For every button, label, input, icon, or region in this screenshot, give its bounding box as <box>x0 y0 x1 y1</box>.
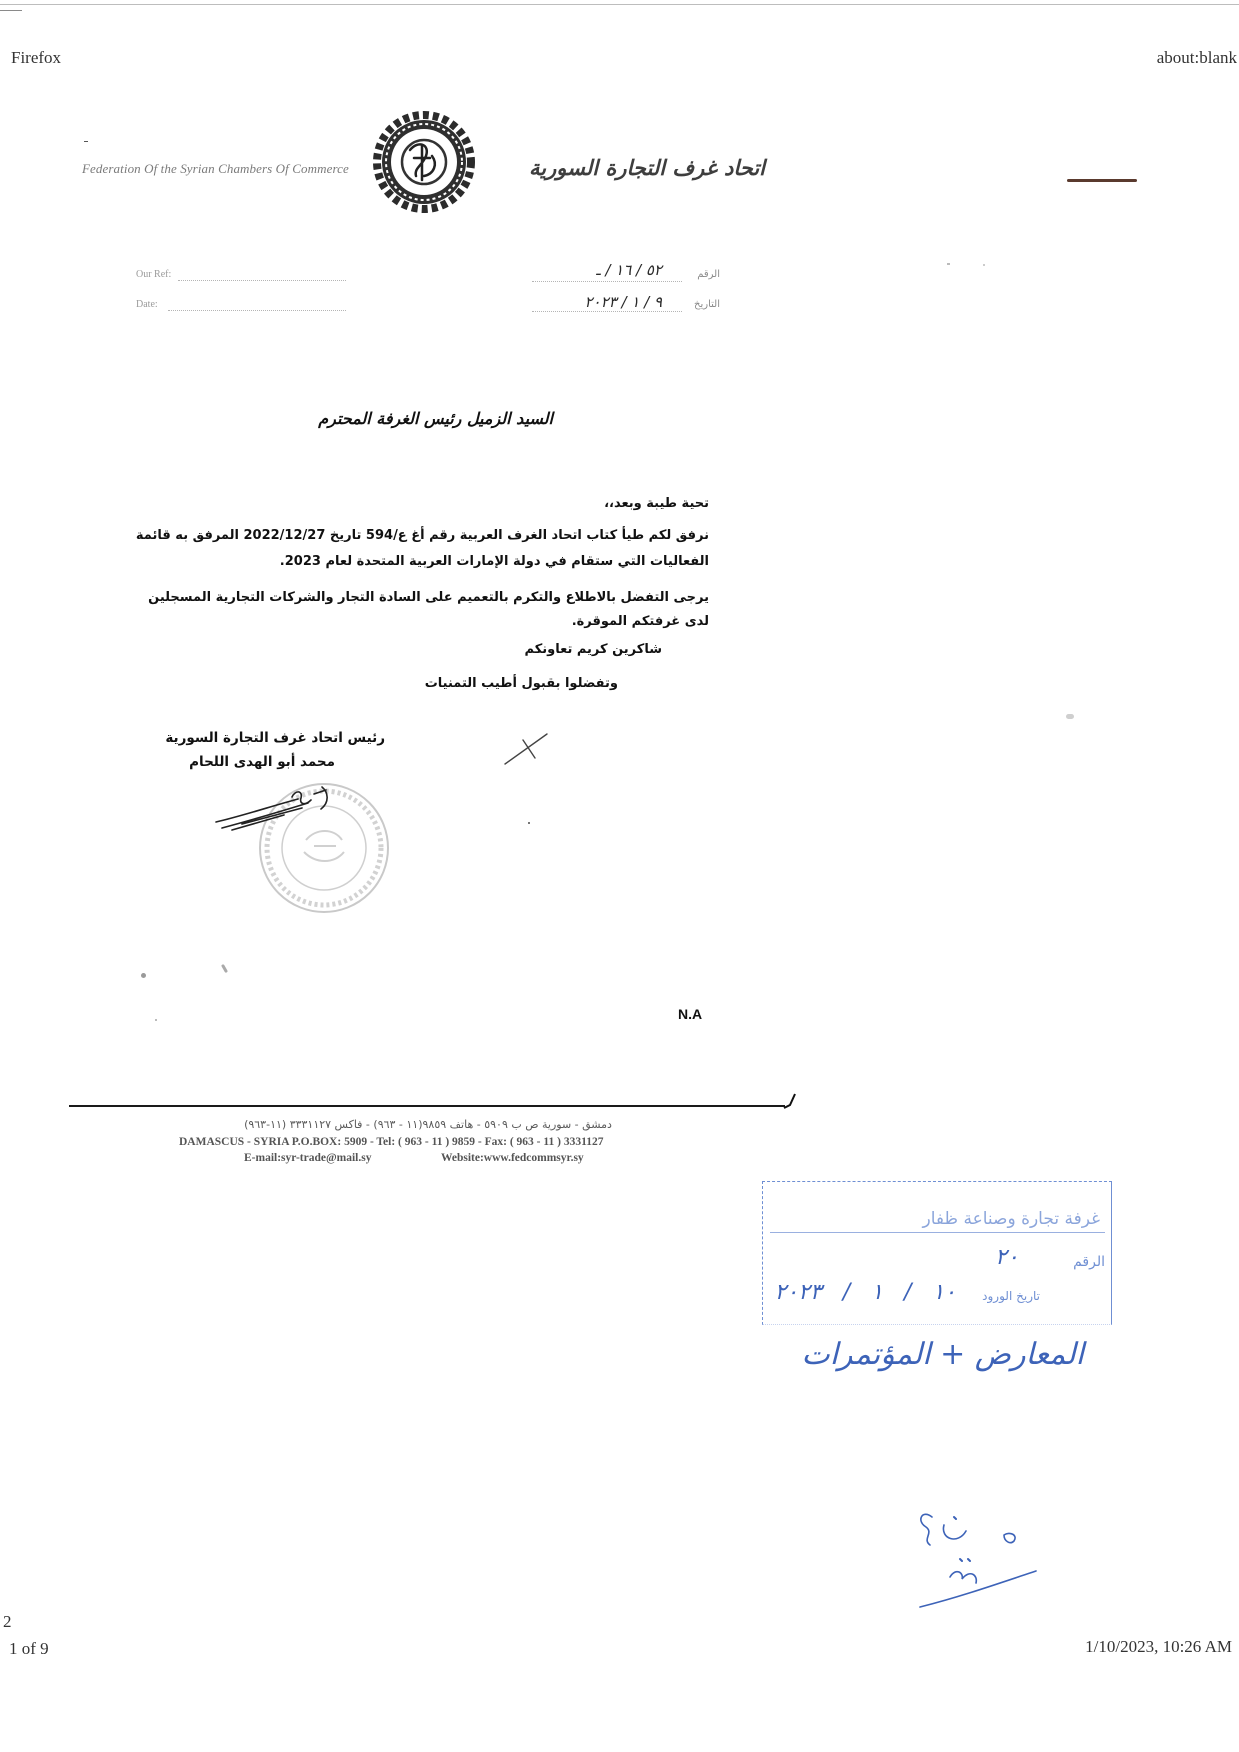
scan-speck <box>528 822 530 824</box>
stamp-organization: غرفة تجارة وصناعة ظفار <box>922 1209 1100 1229</box>
date-label-ar: التاريخ <box>694 299 720 310</box>
scan-speck <box>947 263 950 265</box>
our-ref-label: Our Ref: <box>136 269 172 280</box>
ref-label-ar: الرقم <box>697 269 720 280</box>
browser-app-name: Firefox <box>11 48 62 67</box>
stamp-date-label: تاريخ الورود <box>982 1289 1040 1303</box>
stamp-date-value: ١٠ / ١ / ٢٠٢٣ <box>774 1280 956 1305</box>
footer-address-en: DAMASCUS - SYRIA P.O.BOX: 5909 - Tel: ( 963 - 11 ) 9859 - Fax: ( 963 - 11 ) 3331127 <box>179 1136 604 1148</box>
handwritten-initials <box>910 1505 1045 1615</box>
handwritten-initials-strokes <box>920 1514 1036 1607</box>
footer-rule-hook <box>784 1094 795 1108</box>
scan-speck <box>141 973 146 978</box>
footer-address-ar: دمشق - سورية ص ب ٥٩٠٩ - هاتف ٩٨٥٩(١١ - ٩٦٣) - فاكس ٣٣٣١١٢٧ (١١-٩٦٣) <box>244 1118 612 1131</box>
cross-mark-strokes <box>505 734 547 764</box>
stamp-divider <box>770 1232 1105 1233</box>
signatory-name: محمد أبو الهدى اللحام <box>189 754 335 770</box>
salutation: السيد الزميل رئيس الغرفة المحترم <box>318 409 553 428</box>
ref-date-handwritten: ٩ / ١ / ٢٠٢٣ <box>584 293 662 311</box>
date-line-en <box>168 310 346 311</box>
footer-website: Website:www.fedcommsyr.sy <box>441 1152 584 1164</box>
signature-strokes <box>216 787 327 830</box>
signature <box>212 784 337 836</box>
date-label-en: Date: <box>136 299 158 310</box>
scan-speck <box>155 1019 157 1021</box>
scan-speck <box>983 264 985 266</box>
letterhead-tick <box>84 141 88 142</box>
federation-logo <box>372 110 476 214</box>
scan-speck <box>1066 714 1074 719</box>
page-marker: 2 <box>3 1612 12 1631</box>
top-scan-edge <box>0 4 1239 5</box>
thanks-line: شاكرين كريم تعاونكم <box>524 642 662 657</box>
signatory-title: رئيس اتحاد غرف التجارة السورية <box>165 730 385 746</box>
cross-mark <box>501 730 553 768</box>
letterhead-name-ar: اتحاد غرف التجارة السورية <box>529 156 765 180</box>
handwritten-department-note: المعارض + المؤتمرات <box>801 1337 1084 1372</box>
paragraph2-line2: لدى غرفتكم الموقرة. <box>571 614 709 629</box>
margin-pen-mark <box>1067 179 1137 182</box>
paragraph1-line2: الفعاليات التي ستقام في دولة الإمارات العربية المتحدة لعام 2023. <box>279 554 709 569</box>
ref-line-ar <box>532 281 682 282</box>
browser-url: about:blank <box>1156 48 1237 67</box>
page-count: 1 of 9 <box>9 1639 49 1658</box>
print-timestamp: 1/10/2023, 10:26 AM <box>1085 1637 1232 1656</box>
greeting: تحية طيبة وبعد،، <box>604 496 709 511</box>
our-ref-line <box>178 280 346 281</box>
paragraph2-line1: يرجى التفضل بالاطلاع والتكرم بالتعميم على السادة التجار والشركات التجارية المسجلين <box>148 590 709 605</box>
footer-email: E-mail:syr-trade@mail.sy <box>244 1152 372 1164</box>
scan-speck <box>221 964 228 973</box>
closing-line: وتفضلوا بقبول أطيب التمنيات <box>424 676 618 691</box>
footer-rule-flourish <box>782 1092 800 1112</box>
typist-initials: N.A <box>678 1006 703 1022</box>
letterhead-name-en: Federation Of the Syrian Chambers Of Commerce <box>82 161 349 176</box>
paragraph1-line1: نرفق لكم طيأ كتاب اتحاد الغرف العربية رقم أغ ع/594 تاريخ 2022/12/27 المرفق به قائمة <box>135 528 709 543</box>
stamp-number-label: الرقم <box>1073 1254 1105 1270</box>
footer-rule <box>69 1105 785 1107</box>
stamp-number-value: ٢٠ <box>995 1245 1019 1270</box>
top-scan-mark <box>0 10 22 11</box>
ref-number-handwritten: ٥٢ / ١٦ / ـ <box>596 261 662 279</box>
